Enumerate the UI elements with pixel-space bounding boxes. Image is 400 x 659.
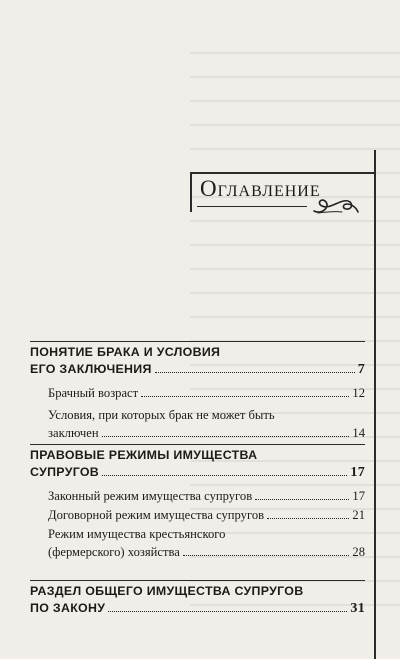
section-heading-line1: ПРАВОВЫЕ РЕЖИМЫ ИМУЩЕСТВА: [30, 448, 258, 462]
page-number: 17: [350, 465, 365, 480]
page-number: 31: [350, 601, 365, 616]
page-number: 17: [352, 489, 365, 503]
toc-entry[interactable]: [48, 525, 365, 561]
leader-dots: [155, 372, 355, 373]
section-heading[interactable]: [30, 344, 365, 378]
page-title: Оглавление: [200, 176, 321, 201]
section-divider: [30, 444, 365, 445]
decorative-flourish-icon: [312, 193, 360, 217]
page-number: 7: [357, 362, 365, 377]
entry-title-line1: Режим имущества крестьянского: [48, 527, 226, 541]
page-number: 14: [352, 426, 365, 440]
leader-dots: [183, 555, 350, 556]
frame-left-rule: [190, 172, 192, 212]
leader-dots: [102, 436, 350, 437]
entry-title: Договорной режим имущества супругов: [48, 508, 265, 522]
section-heading[interactable]: [30, 583, 365, 617]
leader-dots: [108, 611, 347, 612]
toc-entry[interactable]: [48, 487, 365, 505]
title-underline: [197, 206, 307, 207]
section-heading-line2: СУПРУГОВ: [30, 465, 100, 479]
leader-dots: [267, 518, 349, 519]
section-heading-line1: РАЗДЕЛ ОБЩЕГО ИМУЩЕСТВА СУПРУГОВ: [30, 584, 304, 598]
page-number: 28: [352, 545, 365, 559]
leader-dots: [141, 396, 349, 397]
toc-entry[interactable]: [48, 406, 365, 442]
section-divider: [30, 580, 365, 581]
page-number: 12: [352, 386, 365, 400]
entry-title-line1: Условия, при которых брак не может быть: [48, 408, 275, 422]
toc-entry[interactable]: [48, 506, 365, 524]
entry-title: Законный режим имущества супругов: [48, 489, 253, 503]
section-heading-line2: ЕГО ЗАКЛЮЧЕНИЯ: [30, 362, 152, 376]
section-heading-line2: ПО ЗАКОНУ: [30, 601, 106, 615]
leader-dots: [255, 499, 349, 500]
page-number: 21: [352, 508, 365, 522]
section-heading-line1: ПОНЯТИЕ БРАКА И УСЛОВИЯ: [30, 345, 221, 359]
section-divider: [30, 341, 365, 342]
entry-title-line2: (фермерского) хозяйства: [48, 545, 180, 559]
toc-entry[interactable]: [48, 384, 365, 402]
leader-dots: [102, 475, 347, 476]
entry-title-line2: заключен: [48, 426, 99, 440]
toc-section-2: [30, 444, 365, 561]
frame-top-rule: [190, 172, 376, 174]
entry-title: Брачный возраст: [48, 386, 139, 400]
frame-right-rule: [374, 150, 376, 659]
section-heading[interactable]: [30, 447, 365, 481]
toc-section-1: [30, 341, 365, 442]
toc-section-3: [30, 580, 365, 617]
